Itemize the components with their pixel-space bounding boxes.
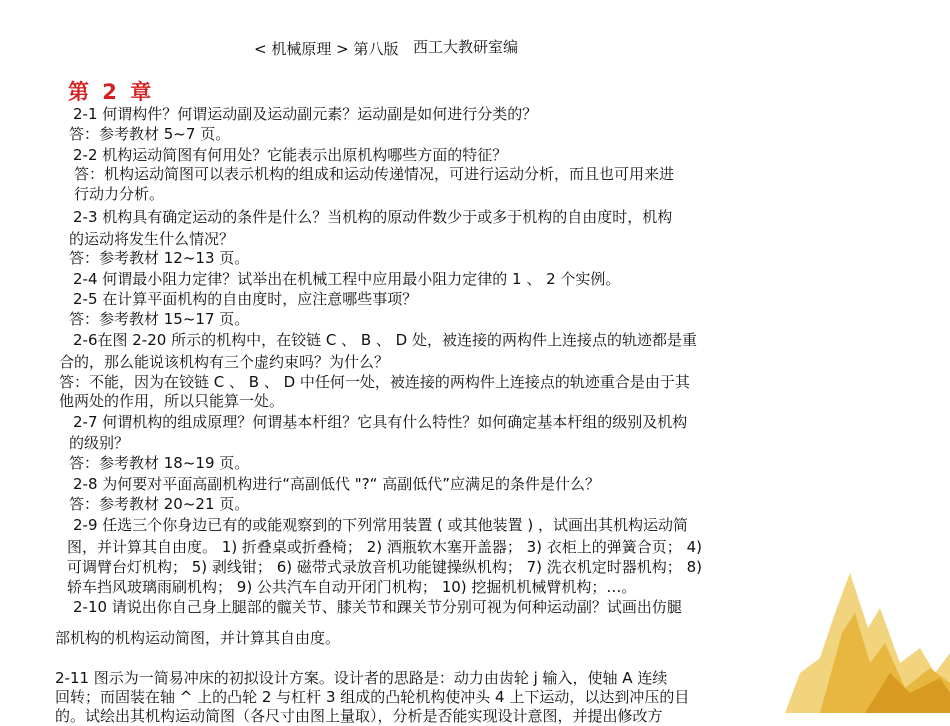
text-line: 的级别？ [69,434,130,452]
text-line: 答：参考教材 15~17 页。 [69,310,250,328]
text-line: 答：参考教材 5~7 页。 [69,125,231,143]
text-line: 2-10 请说出你自己身上腿部的髋关节、膝关节和踝关节分别可视为何种运动副？试画出仿腿 [73,598,682,616]
text-line: 行动力分析。 [74,185,165,203]
text-line: 可调臂台灯机构； 5) 剥线钳； 6) 磁带式录放音机功能键操纵机构； 7) 洗衣机定时器机构； 8) [67,558,702,576]
text-line: 2-4 何谓最小阻力定律？试举出在机械工程中应用最小阻力定律的 1 、 2 个实例。 [73,270,621,288]
text-line: 回转；而固装在轴 ^ 上的凸轮 2 与杠杆 3 组成的凸轮机构使冲头 4 上下运动，以达到冲压的目 [55,688,690,706]
text-line: 2-7 何谓机构的组成原理？何谓基本杆组？它具有什么特性？如何确定基本杆组的级别及机构 [73,413,688,431]
editor-label: 西工大教研室编 [413,38,519,56]
decorative-mountain-graphic [780,553,950,713]
text-line: 部机构的机构运动简图，并计算其自由度。 [55,629,341,647]
text-line: 的。试绘出其机构运动简图（各尺寸由图上量取），分析是否能实现设计意图，并提出修改方 [55,707,663,725]
text-line: 答：机构运动简图可以表示机构的组成和运动传递情况，可进行运动分析，而且也可用来进 [74,165,675,183]
text-line: 2-2 机构运动简图有何用处？它能表示出原机构哪些方面的特征？ [73,146,508,164]
text-line: 图，并计算其自由度。 1) 折叠桌或折叠椅； 2) 酒瓶软木塞开盖器； 3) 衣柜上的弹簧合页； 4) [67,538,702,556]
text-line: 他两处的作用，所以只能算一处。 [59,392,285,410]
text-line: 2-8 为何要对平面高副机构进行“高副低代 "?“ 高副低代”应满足的条件是什么？ [73,475,600,493]
text-line: 2-11 图示为一简易冲床的初拟设计方案。设计者的思路是：动力由齿轮 j 输入，使轴 A 连续 [55,669,668,687]
text-line: 2-3 机构具有确定运动的条件是什么？当机构的原动件数少于或多于机构的自由度时，机构 [73,208,673,226]
text-line: 轿车挡风玻璃雨刷机构； 9) 公共汽车自动开闭门机构； 10) 挖掘机机械臂机构；…。 [67,578,637,596]
text-line: 答：不能，因为在铰链 C 、 B 、 D 中任何一处，被连接的两构件上连接点的轨迹重合是由于其 [59,373,690,391]
text-line: 2-9 任选三个你身边已有的或能观察到的下列常用装置 ( 或其他装置 ) ，试画出其机构运动简 [73,516,689,534]
text-line: 2-6在图 2-20 所示的机构中，在铰链 C 、 B 、 D 处，被连接的两构件上连接点的轨迹都是重 [73,331,698,349]
text-line: 答：参考教材 20~21 页。 [69,495,250,513]
text-line: 的运动将发生什么情况？ [69,230,235,248]
text-line: 答：参考教材 12~13 页。 [69,249,250,267]
text-line: 2-5 在计算平面机构的自由度时，应注意哪些事项？ [73,290,418,308]
text-line: 答：参考教材 18~19 页。 [69,454,250,472]
book-title: < 机械原理 > 第八版 [254,40,399,58]
text-line: 2-1 何谓构件？何谓运动副及运动副元素？运动副是如何进行分类的？ [73,105,538,123]
text-line: 合的，那么能说该机构有三个虚约束吗？为什么？ [59,353,390,371]
chapter-heading: 第 2 章 [68,80,155,104]
